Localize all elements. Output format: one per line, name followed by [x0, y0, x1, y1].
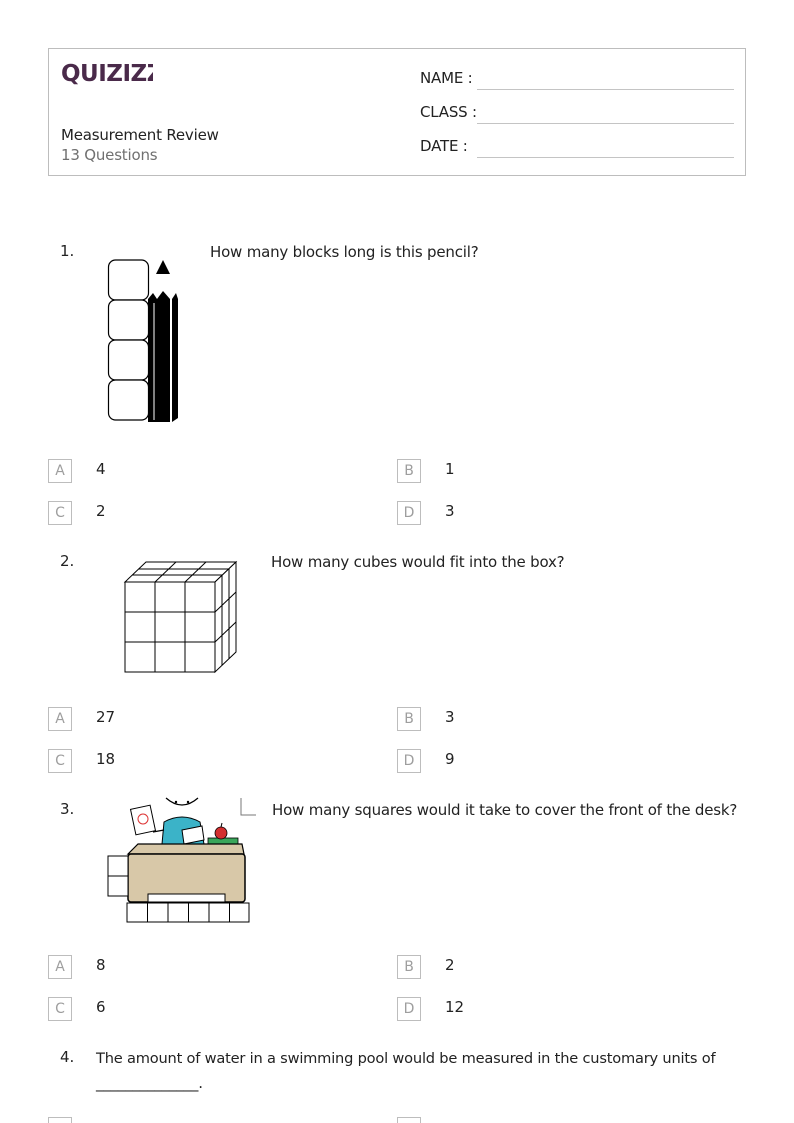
q4-option-b-box[interactable] — [397, 1117, 421, 1123]
class-label: CLASS : — [420, 103, 477, 121]
cube-box-image — [102, 556, 242, 688]
name-field[interactable] — [420, 69, 734, 93]
q3-option-d-letter[interactable]: D — [397, 997, 421, 1021]
question-4-text: The amount of water in a swimming pool would be measured in the customary units of — [96, 1050, 716, 1067]
q1-option-c-value: 2 — [96, 502, 106, 520]
worksheet-header — [48, 48, 746, 176]
question-1-number: 1. — [60, 242, 75, 260]
pencil-blocks-image — [104, 255, 184, 431]
question-count: 13 Questions — [61, 146, 158, 164]
class-field[interactable] — [420, 103, 734, 127]
question-3-text: How many squares would it take to cover the front of the desk? — [272, 801, 738, 819]
q2-option-c-letter[interactable]: C — [48, 749, 72, 773]
q3-option-d-value: 12 — [445, 998, 465, 1016]
date-field[interactable] — [420, 137, 734, 161]
q3-option-c-letter[interactable]: C — [48, 997, 72, 1021]
q1-option-b-letter[interactable]: B — [397, 459, 421, 483]
q4-option-a-box[interactable] — [48, 1117, 72, 1123]
q3-option-c-value: 6 — [96, 998, 106, 1016]
date-line[interactable] — [477, 157, 734, 158]
q2-option-d-letter[interactable]: D — [397, 749, 421, 773]
q1-option-c-letter[interactable]: C — [48, 501, 72, 525]
worksheet-title: Measurement Review — [61, 126, 219, 144]
q1-option-d-letter[interactable]: D — [397, 501, 421, 525]
question-4-blank: ______________. — [96, 1074, 203, 1092]
q3-option-b-letter[interactable]: B — [397, 955, 421, 979]
class-line[interactable] — [477, 123, 734, 124]
name-label: NAME : — [420, 69, 473, 87]
q2-option-b-value: 3 — [445, 708, 455, 726]
q1-option-a-value: 4 — [96, 460, 106, 478]
q3-option-a-value: 8 — [96, 956, 106, 974]
q3-option-b-value: 2 — [445, 956, 455, 974]
question-1-text: How many blocks long is this pencil? — [210, 243, 479, 261]
q1-option-a-letter[interactable]: A — [48, 459, 72, 483]
q2-option-b-letter[interactable]: B — [397, 707, 421, 731]
desk-squares-image — [104, 796, 260, 930]
name-line[interactable] — [477, 89, 734, 90]
q1-option-d-value: 3 — [445, 502, 455, 520]
q2-option-c-value: 18 — [96, 750, 116, 768]
question-4-number: 4. — [60, 1048, 75, 1066]
question-2-text: How many cubes would fit into the box? — [271, 553, 565, 571]
svg-text:QUIZIZZ: QUIZIZZ — [61, 61, 153, 87]
q1-option-b-value: 1 — [445, 460, 455, 478]
q2-option-a-value: 27 — [96, 708, 116, 726]
date-label: DATE : — [420, 137, 468, 155]
question-3-number: 3. — [60, 800, 75, 818]
q2-option-d-value: 9 — [445, 750, 455, 768]
q3-option-a-letter[interactable]: A — [48, 955, 72, 979]
q2-option-a-letter[interactable]: A — [48, 707, 72, 731]
quizizz-logo — [61, 59, 153, 91]
question-2-number: 2. — [60, 552, 75, 570]
